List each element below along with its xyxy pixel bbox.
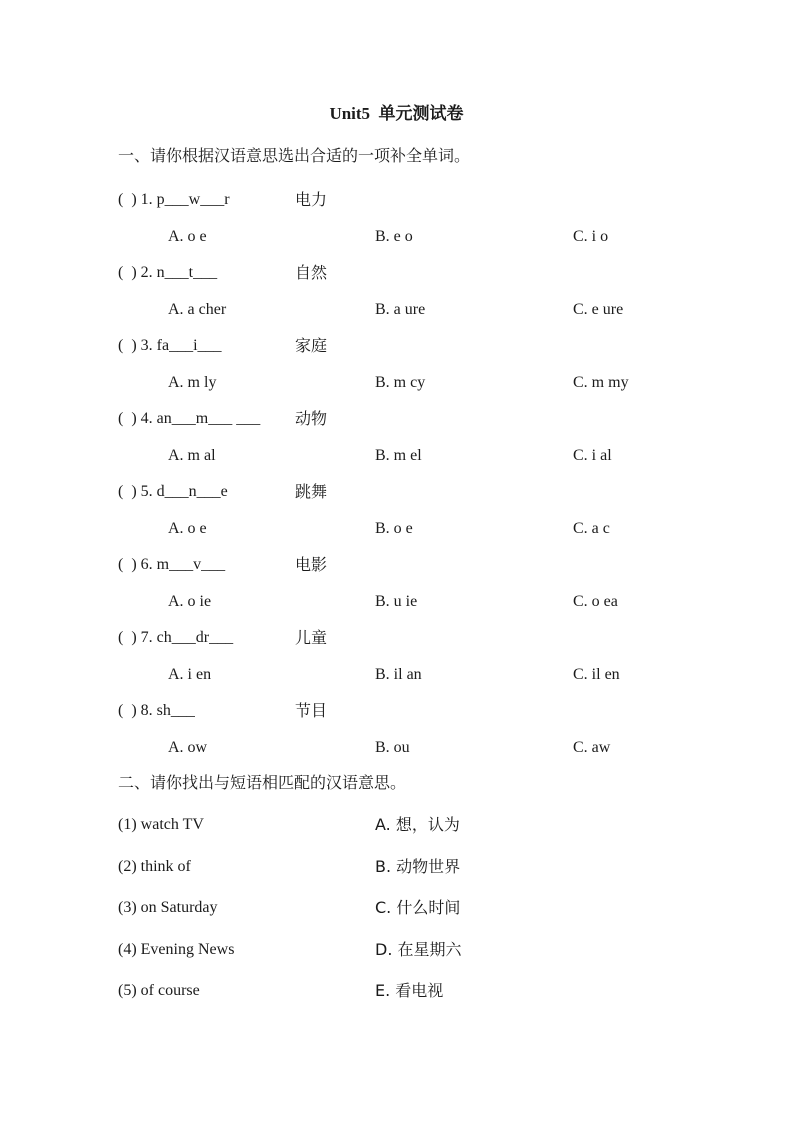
question-meaning: 节目 (295, 701, 328, 720)
options-line (0, 518, 793, 540)
question-stem: ( ) 5. d___n___e (118, 483, 228, 500)
meaning-text: A. 想，认为 (375, 815, 460, 834)
question-meaning: 儿童 (295, 628, 328, 647)
question-stem: ( ) 6. m___v___ (118, 556, 226, 573)
question-line (0, 262, 793, 284)
options-line (0, 664, 793, 686)
question-line (0, 554, 793, 576)
match-pair (0, 980, 793, 1002)
option-c: C. a c (573, 520, 610, 537)
match-pair (0, 856, 793, 878)
question-stem: ( ) 3. fa___i___ (118, 337, 222, 354)
question-line (0, 700, 793, 722)
option-a: A. o ie (168, 593, 212, 610)
options-line (0, 737, 793, 759)
meaning-text: B. 动物世界 (375, 857, 461, 876)
options-line (0, 372, 793, 394)
meaning-text: D. 在星期六 (375, 940, 462, 959)
option-a: A. o e (168, 228, 207, 245)
options-line (0, 299, 793, 321)
page-title: Unit5 单元测试卷 (329, 104, 464, 123)
phrase-text: (2) think of (118, 858, 191, 875)
option-b: B. a ure (375, 301, 426, 318)
section-one-heading: 一、请你根据汉语意思选出合适的一项补全单词。 (118, 146, 471, 165)
meaning-text: E. 看电视 (375, 981, 444, 1000)
section-two-heading: 二、请你找出与短语相匹配的汉语意思。 (118, 773, 407, 792)
options-line (0, 445, 793, 467)
option-b: B. m el (375, 447, 422, 464)
option-c: C. i o (573, 228, 609, 245)
option-b: B. u ie (375, 593, 418, 610)
option-c: C. o ea (573, 593, 618, 610)
match-pair (0, 939, 793, 961)
option-b: B. il an (375, 666, 422, 683)
question-meaning: 跳舞 (295, 482, 328, 501)
phrase-text: (3) on Saturday (118, 899, 218, 916)
option-a: A. o e (168, 520, 207, 537)
phrase-text: (1) watch TV (118, 816, 204, 833)
option-c: C. il en (573, 666, 620, 683)
option-a: A. i en (168, 666, 212, 683)
question-line (0, 627, 793, 649)
question-line (0, 481, 793, 503)
option-b: B. e o (375, 228, 413, 245)
question-meaning: 电影 (295, 555, 328, 574)
phrase-text: (4) Evening News (118, 941, 235, 958)
meaning-text: C. 什么时间 (375, 898, 461, 917)
question-line (0, 335, 793, 357)
option-c: C. e ure (573, 301, 624, 318)
option-a: A. a cher (168, 301, 227, 318)
match-pair (0, 897, 793, 919)
question-meaning: 电力 (295, 190, 328, 209)
options-line (0, 591, 793, 613)
option-a: A. m ly (168, 374, 217, 391)
question-stem: ( ) 8. sh___ (118, 702, 195, 719)
question-stem: ( ) 2. n___t___ (118, 264, 218, 281)
option-b: B. ou (375, 739, 410, 756)
phrase-text: (5) of course (118, 982, 200, 999)
options-line (0, 226, 793, 248)
option-b: B. o e (375, 520, 413, 537)
option-c: C. i al (573, 447, 612, 464)
question-meaning: 自然 (295, 263, 328, 282)
question-meaning: 家庭 (295, 336, 328, 355)
option-c: C. aw (573, 739, 611, 756)
question-stem: ( ) 4. an___m___ ___ (118, 410, 261, 427)
option-b: B. m cy (375, 374, 426, 391)
question-line (0, 408, 793, 430)
option-c: C. m my (573, 374, 629, 391)
question-line (0, 189, 793, 211)
match-pair (0, 814, 793, 836)
question-stem: ( ) 7. ch___dr___ (118, 629, 234, 646)
question-meaning: 动物 (295, 409, 328, 428)
option-a: A. m al (168, 447, 216, 464)
option-a: A. ow (168, 739, 208, 756)
question-stem: ( ) 1. p___w___r (118, 191, 230, 208)
